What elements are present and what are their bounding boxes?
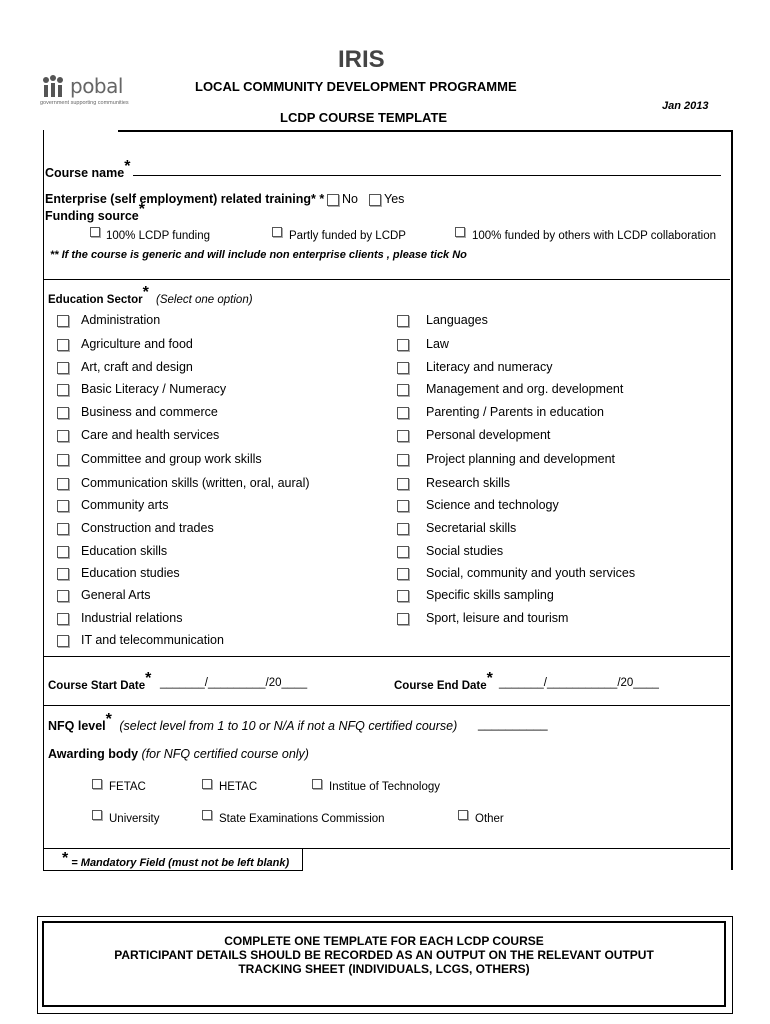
enterprise-no-checkbox[interactable]	[327, 194, 339, 206]
pobal-logo	[40, 74, 140, 108]
section-divider	[43, 279, 730, 280]
programme-subtitle: LOCAL COMMUNITY DEVELOPMENT PROGRAMME	[195, 79, 517, 94]
education-left-checkbox[interactable]	[57, 568, 69, 580]
education-right-checkbox[interactable]	[397, 478, 409, 490]
logo-text: pobal	[70, 74, 123, 98]
education-left-checkbox[interactable]	[57, 500, 69, 512]
education-left-checkbox[interactable]	[57, 407, 69, 419]
education-left-checkbox[interactable]	[57, 339, 69, 351]
pobal-logo-icon	[40, 74, 68, 100]
education-left-option-label: Education studies	[81, 566, 180, 580]
education-right-option-label: Project planning and development	[426, 452, 616, 466]
education-right-option-label: Personal development	[426, 428, 551, 442]
education-left-option-label: Communication skills (written, oral, aural)	[81, 476, 310, 490]
institute-checkbox[interactable]	[312, 779, 322, 789]
education-right-checkbox[interactable]	[397, 590, 409, 602]
education-right-checkbox[interactable]	[397, 523, 409, 535]
education-right-option-label: Literacy and numeracy	[426, 360, 553, 374]
education-left-option-label: General Arts	[81, 588, 151, 602]
education-right-option-label: Parenting / Parents in education	[426, 405, 604, 419]
course-end-date-label: Course End Date*	[394, 670, 493, 692]
fetac-checkbox[interactable]	[92, 779, 102, 789]
education-left-option-label: Care and health services	[81, 428, 220, 442]
education-right-checkbox[interactable]	[397, 430, 409, 442]
funding-lcdp-label: 100% LCDP funding	[106, 230, 210, 242]
education-sector-label: Education Sector* (Select one option)	[48, 284, 253, 306]
education-left-checkbox[interactable]	[57, 454, 69, 466]
section-divider	[43, 848, 730, 849]
education-left-option-label: Basic Literacy / Numeracy	[81, 382, 227, 396]
education-left-checkbox[interactable]	[57, 362, 69, 374]
course-start-date-field[interactable]: _______/_________/20____	[160, 677, 308, 689]
education-left-checkbox[interactable]	[57, 384, 69, 396]
education-right-option-label: Science and technology	[426, 498, 559, 512]
education-right-checkbox[interactable]	[397, 384, 409, 396]
section-divider	[43, 656, 730, 657]
course-name-field[interactable]	[133, 175, 721, 176]
awarding-body-label: Awarding body (for NFQ certified course only)	[48, 747, 309, 761]
funding-others-label: 100% funded by others with LCDP collaboration	[472, 230, 716, 242]
education-left-option-label: Construction and trades	[81, 521, 214, 535]
course-name-label: Course name*	[45, 158, 131, 180]
education-left-checkbox[interactable]	[57, 430, 69, 442]
logo-tagline: government supporting communities	[40, 100, 129, 106]
university-label: University	[109, 813, 160, 825]
date-label: Jan 2013	[662, 100, 709, 112]
state-exams-checkbox[interactable]	[202, 810, 212, 820]
education-left-option-label: Education skills	[81, 544, 168, 558]
education-right-checkbox[interactable]	[397, 362, 409, 374]
enterprise-label: Enterprise (self employment) related training* *	[45, 192, 325, 206]
generic-note: ** If the course is generic and will include non enterprise clients , please tick No	[50, 249, 467, 261]
course-end-date-field[interactable]: _______/___________/20____	[499, 677, 659, 689]
funding-source-label: Funding source*	[45, 201, 145, 223]
enterprise-yes-checkbox[interactable]	[369, 194, 381, 206]
education-left-checkbox[interactable]	[57, 590, 69, 602]
state-exams-label: State Examinations Commission	[219, 813, 385, 825]
funding-partly-label: Partly funded by LCDP	[289, 230, 406, 242]
other-label: Other	[475, 813, 504, 825]
education-right-checkbox[interactable]	[397, 339, 409, 351]
education-right-checkbox[interactable]	[397, 568, 409, 580]
education-right-checkbox[interactable]	[397, 613, 409, 625]
education-left-option-label: Committee and group work skills	[81, 452, 262, 466]
education-left-checkbox[interactable]	[57, 315, 69, 327]
education-right-checkbox[interactable]	[397, 546, 409, 558]
institute-label: Institue of Technology	[329, 781, 441, 793]
funding-others-checkbox[interactable]	[455, 227, 465, 237]
education-right-option-label: Law	[426, 337, 449, 351]
education-left-option-label: Administration	[81, 313, 161, 327]
other-checkbox[interactable]	[458, 810, 468, 820]
education-left-checkbox[interactable]	[57, 546, 69, 558]
education-left-checkbox[interactable]	[57, 478, 69, 490]
education-right-checkbox[interactable]	[397, 315, 409, 327]
hetac-checkbox[interactable]	[202, 779, 212, 789]
education-right-checkbox[interactable]	[397, 454, 409, 466]
footer-line-2: PARTICIPANT DETAILS SHOULD BE RECORDED AS AN OUTPUT ON THE RELEVANT OUTPUT	[114, 948, 654, 962]
funding-lcdp-checkbox[interactable]	[90, 227, 100, 237]
hetac-label: HETAC	[219, 781, 258, 793]
education-right-checkbox[interactable]	[397, 407, 409, 419]
section-divider	[43, 705, 730, 706]
education-left-option-label: Industrial relations	[81, 611, 183, 625]
education-right-option-label: Research skills	[426, 476, 511, 490]
education-left-option-label: Community arts	[81, 498, 169, 512]
university-checkbox[interactable]	[92, 810, 102, 820]
education-left-checkbox[interactable]	[57, 635, 69, 647]
education-left-option-label: Agriculture and food	[81, 337, 193, 351]
funding-partly-checkbox[interactable]	[272, 227, 282, 237]
fetac-label: FETAC	[109, 781, 146, 793]
mandatory-note: * = Mandatory Field (must not be left blank)	[62, 850, 290, 869]
education-right-option-label: Social studies	[426, 544, 504, 558]
education-right-option-label: Specific skills sampling	[426, 588, 554, 602]
education-right-option-label: Secretarial skills	[426, 521, 517, 535]
education-left-checkbox[interactable]	[57, 523, 69, 535]
nfq-level-field[interactable]: __________	[478, 717, 548, 731]
education-right-option-label: Languages	[426, 313, 488, 327]
education-right-checkbox[interactable]	[397, 500, 409, 512]
footer-line-1: COMPLETE ONE TEMPLATE FOR EACH LCDP COURSE	[224, 934, 544, 948]
template-title: LCDP COURSE TEMPLATE	[280, 110, 448, 125]
education-right-option-label: Management and org. development	[426, 382, 624, 396]
education-right-option-label: Social, community and youth services	[426, 566, 636, 580]
course-start-date-label: Course Start Date*	[48, 670, 152, 692]
enterprise-no-label: No	[342, 192, 358, 206]
education-left-option-label: IT and telecommunication	[81, 633, 224, 647]
page-title: IRIS	[338, 46, 385, 73]
education-left-option-label: Art, craft and design	[81, 360, 193, 374]
education-right-option-label: Sport, leisure and tourism	[426, 611, 569, 625]
education-left-option-label: Business and commerce	[81, 405, 218, 419]
education-left-checkbox[interactable]	[57, 613, 69, 625]
footer-line-3: TRACKING SHEET (INDIVIDUALS, LCGS, OTHERS)	[238, 962, 530, 976]
nfq-level-label: NFQ level* (select level from 1 to 10 or N/A if not a NFQ certified course)	[48, 711, 458, 733]
enterprise-yes-label: Yes	[384, 192, 405, 206]
